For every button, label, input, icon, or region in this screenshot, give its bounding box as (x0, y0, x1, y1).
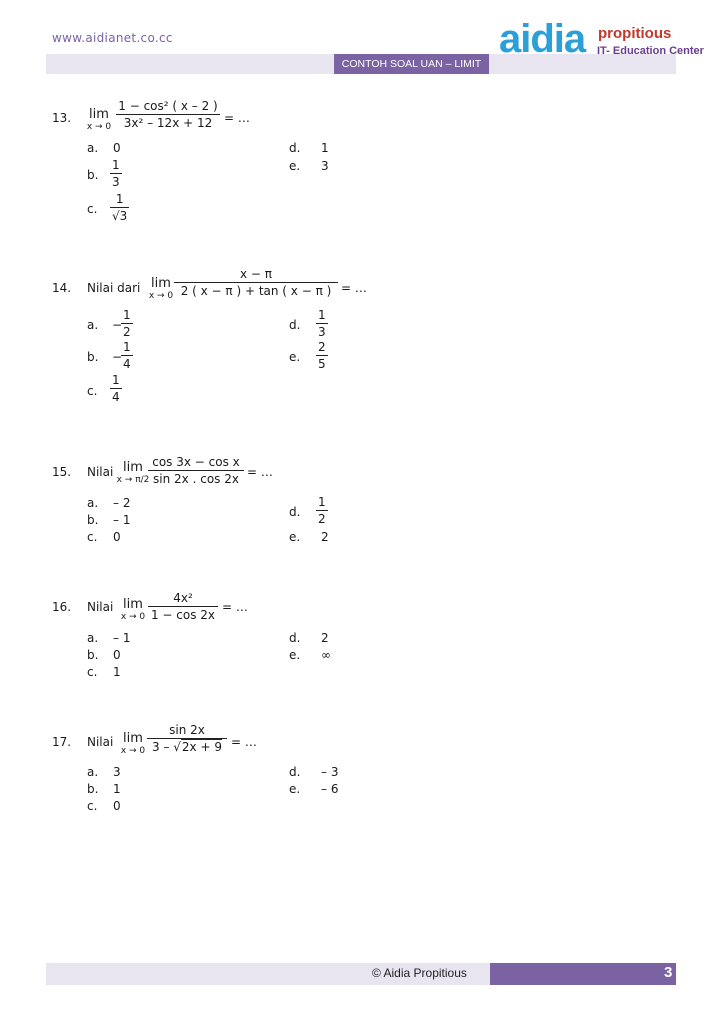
numerator: x − π (239, 267, 272, 281)
question-13-lim (82, 109, 116, 133)
sqrt-symbol: √ (173, 740, 181, 754)
fraction-num: 1 (123, 308, 131, 322)
logo: aidia (499, 17, 586, 61)
option-label: b. (87, 782, 99, 796)
fraction-num: 1 (112, 158, 120, 172)
option-fraction (121, 308, 133, 339)
option-value: 0 (113, 141, 121, 155)
question-13-equals: = … (224, 111, 250, 125)
option-fraction (110, 192, 129, 223)
question-15-equals: = … (247, 465, 273, 479)
page-number: 3 (664, 964, 673, 981)
option-label: a. (87, 141, 99, 155)
fraction-den: 5 (318, 357, 326, 371)
denominator-prefix: 3 – (152, 740, 174, 754)
header-url[interactable]: www.aidianet.co.cc (52, 31, 173, 45)
option-label: c. (87, 530, 98, 544)
option-label: b. (87, 648, 99, 662)
option-label: c. (87, 799, 98, 813)
question-14-number: 14. (52, 281, 72, 295)
option-label: d. (289, 765, 301, 779)
lim-label: lim (123, 597, 143, 612)
question-17-lim (116, 733, 150, 757)
option-label: a. (87, 631, 99, 645)
option-label: d. (289, 318, 301, 332)
question-16-prefix: Nilai (87, 600, 114, 614)
lim-approach: x → 0 (120, 612, 146, 622)
fraction-num: 2 (318, 340, 326, 354)
option-value: 1 (113, 665, 121, 679)
option-label: d. (289, 631, 301, 645)
option-value: 0 (113, 530, 121, 544)
option-value: 1 (321, 141, 329, 155)
question-13-expression (116, 99, 220, 130)
question-17-prefix: Nilai (87, 735, 114, 749)
option-label: b. (87, 350, 99, 364)
denominator: sin 2x . cos 2x (148, 470, 244, 486)
fraction-den: 2 (318, 512, 326, 526)
logo-tagline: IT- Education Center (597, 45, 704, 57)
option-label: c. (87, 665, 98, 679)
numerator: 4x² (173, 591, 193, 605)
option-fraction (316, 340, 328, 371)
question-15-number: 15. (52, 465, 72, 479)
option-value: 1 (113, 782, 121, 796)
question-17-equals: = … (231, 735, 257, 749)
option-value: 0 (113, 648, 121, 662)
fraction-num: 1 (318, 308, 326, 322)
option-fraction (316, 495, 328, 526)
option-value: – 6 (321, 782, 339, 796)
lim-approach: x → 0 (86, 122, 112, 132)
fraction-den: 3 (318, 325, 326, 339)
option-value: 3 (321, 159, 329, 173)
option-label: d. (289, 141, 301, 155)
question-16-expression (148, 591, 218, 622)
option-label: c. (87, 384, 98, 398)
fraction-den: 2 (123, 325, 131, 339)
option-label: e. (289, 159, 301, 173)
lim-approach: x → 0 (148, 291, 174, 301)
question-14-expression (174, 267, 338, 298)
numerator: sin 2x (169, 723, 205, 737)
option-value: – 2 (113, 496, 131, 510)
lim-label: lim (89, 107, 109, 122)
option-value: ∞ (321, 648, 331, 662)
option-value: – 3 (321, 765, 339, 779)
fraction-den: 3 (112, 175, 120, 189)
denominator: 3x² – 12x + 12 (116, 114, 220, 130)
fraction-den: 4 (123, 357, 131, 371)
question-15-expression (148, 455, 244, 486)
question-14-lim (144, 278, 178, 302)
footer-copyright: © Aidia Propitious (372, 966, 467, 980)
question-17-expression (147, 723, 227, 754)
fraction-num: 1 (123, 340, 131, 354)
question-14-prefix: Nilai dari (87, 281, 141, 295)
lim-approach: x → 0 (120, 746, 146, 756)
option-label: b. (87, 513, 99, 527)
option-fraction (121, 340, 133, 371)
option-fraction (316, 308, 328, 339)
option-fraction (110, 373, 122, 404)
denominator: 1 − cos 2x (148, 606, 218, 622)
option-label: b. (87, 168, 99, 182)
option-sign: − (112, 350, 123, 364)
lim-approach: x → π/2 (116, 475, 150, 485)
option-label: a. (87, 318, 99, 332)
question-16-number: 16. (52, 600, 72, 614)
lim-label: lim (151, 276, 171, 291)
option-value: 2 (321, 530, 329, 544)
option-label: e. (289, 530, 301, 544)
question-15-lim (116, 462, 150, 486)
fraction-num: 1 (112, 373, 120, 387)
denominator: 2 ( x − π ) + tan ( x − π ) (174, 282, 338, 298)
question-14-equals: = … (341, 281, 367, 295)
option-label: c. (87, 202, 98, 216)
option-label: d. (289, 505, 301, 519)
question-16-equals: = … (222, 600, 248, 614)
fraction-den: √3 (112, 209, 128, 223)
option-value: – 1 (113, 631, 131, 645)
fraction-num: 1 (318, 495, 326, 509)
option-label: e. (289, 648, 301, 662)
option-label: e. (289, 350, 301, 364)
option-value: 0 (113, 799, 121, 813)
numerator: 1 − cos² ( x – 2 ) (118, 99, 218, 113)
option-sign: − (112, 318, 123, 332)
question-16-lim (116, 599, 150, 623)
footer-accent (490, 963, 676, 985)
header-title: CONTOH SOAL UAN – LIMIT (334, 54, 489, 74)
fraction-den: 4 (112, 390, 120, 404)
fraction-num: 1 (115, 192, 124, 206)
option-value: – 1 (113, 513, 131, 527)
option-label: a. (87, 496, 99, 510)
lim-label: lim (123, 731, 143, 746)
option-value: 2 (321, 631, 329, 645)
numerator: cos 3x − cos x (152, 455, 240, 469)
denominator (147, 738, 227, 754)
question-17-number: 17. (52, 735, 72, 749)
option-label: e. (289, 782, 301, 796)
logo-brand: propitious (598, 25, 672, 42)
option-label: a. (87, 765, 99, 779)
option-value: 3 (113, 765, 121, 779)
question-13-number: 13. (52, 111, 72, 125)
question-15-prefix: Nilai (87, 465, 114, 479)
option-fraction (110, 158, 122, 189)
sqrt-radicand: 2x + 9 (181, 740, 222, 754)
lim-label: lim (123, 460, 143, 475)
